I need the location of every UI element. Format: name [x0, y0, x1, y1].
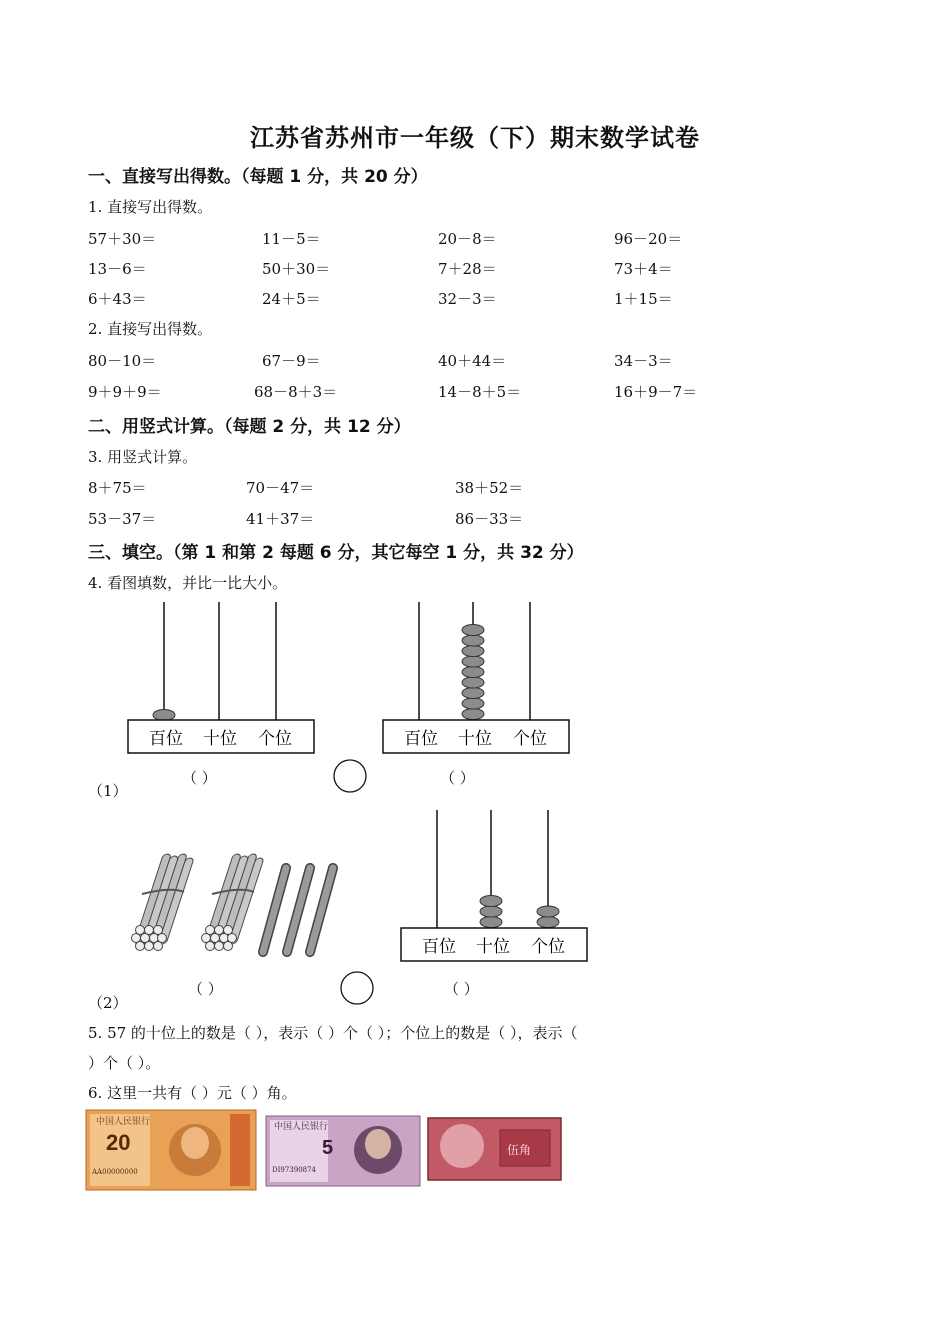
- abacus-label-tens: 十位: [203, 729, 237, 749]
- q1-item: 24＋5＝: [262, 290, 321, 308]
- abacus-label-tens: 十位: [458, 729, 492, 749]
- abacus-label-ones: 个位: [513, 729, 547, 749]
- abacus-label-hundreds: 百位: [404, 729, 438, 749]
- q2-item: 67－9＝: [262, 352, 321, 370]
- q2-item: 80－10＝: [88, 352, 157, 370]
- abacus-bead: [153, 710, 175, 721]
- q2-item: 14－8＋5＝: [438, 383, 522, 401]
- note-serial: AA00000000: [92, 1168, 138, 1176]
- q5-line1: 5. 57 的十位上的数是（ ），表示（ ）个（ ）；个位上的数是（ ），表示（: [88, 1024, 578, 1042]
- banknote-5-jiao: [428, 1118, 561, 1180]
- abacus-label-ones: 个位: [258, 729, 292, 749]
- abacus-bead: [462, 646, 484, 657]
- stick-bundle: [202, 854, 266, 951]
- q3-item: 70－47＝: [246, 479, 315, 497]
- q1-prompt: 1. 直接写出得数。: [88, 198, 213, 216]
- note-value: 20: [106, 1130, 131, 1155]
- note-bank: 中国人民银行: [96, 1117, 151, 1127]
- q3-item: 41＋37＝: [246, 510, 315, 528]
- q1-item: 57＋30＝: [88, 230, 157, 248]
- abacus-bead: [537, 906, 559, 917]
- compare-circle[interactable]: [334, 760, 366, 792]
- part1-label: （1）: [88, 782, 128, 800]
- q3-item: 38＋52＝: [455, 479, 524, 497]
- q1-item: 13－6＝: [88, 260, 147, 278]
- q1-item: 32－3＝: [438, 290, 497, 308]
- abacus-bead: [537, 917, 559, 928]
- answer-blank[interactable]: （ ）: [182, 769, 217, 787]
- abacus-bead: [462, 709, 484, 720]
- section2-heading: 二、用竖式计算。（每题 2 分，共 12 分）: [88, 417, 411, 437]
- abacus-bead: [462, 635, 484, 646]
- abacus-bead: [480, 906, 502, 917]
- abacus-a: [128, 602, 314, 753]
- compare-circle[interactable]: [341, 972, 373, 1004]
- abacus-bead: [462, 667, 484, 678]
- q3-item: 86－33＝: [455, 510, 524, 528]
- abacus-label-hundreds: 百位: [422, 937, 456, 957]
- q4-prompt: 4. 看图填数，并比一比大小。: [88, 574, 288, 592]
- abacus-label-tens: 十位: [476, 937, 510, 957]
- q2-item: 16＋9－7＝: [614, 383, 698, 401]
- q1-item: 73＋4＝: [614, 260, 673, 278]
- answer-blank[interactable]: （ ）: [444, 980, 479, 998]
- q2-item: 34－3＝: [614, 352, 673, 370]
- q2-item: 9＋9＋9＝: [88, 383, 162, 401]
- single-sticks: [263, 868, 333, 952]
- section3-heading: 三、填空。（第 1 和第 2 每题 6 分，其它每空 1 分，共 32 分）: [88, 543, 584, 563]
- q1-item: 96－20＝: [614, 230, 683, 248]
- note-bank: 中国人民银行: [274, 1122, 329, 1132]
- q2-prompt: 2. 直接写出得数。: [88, 320, 213, 338]
- page-title: 江苏省苏州市一年级（下）期末数学试卷: [250, 124, 700, 152]
- note-serial: DI97390874: [272, 1166, 317, 1174]
- abacus-label-hundreds: 百位: [149, 729, 183, 749]
- answer-blank[interactable]: （ ）: [440, 769, 475, 787]
- q1-item: 11－5＝: [262, 230, 321, 248]
- stick-bundle: [132, 854, 196, 951]
- q1-item: 6＋43＝: [88, 290, 147, 308]
- abacus-bead: [480, 896, 502, 907]
- q3-item: 53－37＝: [88, 510, 157, 528]
- q1-item: 1＋15＝: [614, 290, 673, 308]
- q2-item: 68－8＋3＝: [254, 383, 338, 401]
- abacus-bead: [462, 698, 484, 709]
- abacus-c: [401, 810, 587, 961]
- q1-item: 7＋28＝: [438, 260, 497, 278]
- section1-heading: 一、直接写出得数。（每题 1 分，共 20 分）: [88, 167, 428, 187]
- q3-prompt: 3. 用竖式计算。: [88, 448, 198, 466]
- q2-item: 40＋44＝: [438, 352, 507, 370]
- abacus-bead: [462, 656, 484, 667]
- abacus-b: [383, 602, 569, 753]
- q1-item: 20－8＝: [438, 230, 497, 248]
- q3-item: 8＋75＝: [88, 479, 147, 497]
- q1-item: 50＋30＝: [262, 260, 331, 278]
- q5-line2: ）个（ ）。: [88, 1054, 161, 1072]
- abacus-label-ones: 个位: [531, 937, 565, 957]
- note-value: 5: [322, 1137, 334, 1159]
- abacus-bead: [462, 677, 484, 688]
- note-value: 伍角: [507, 1143, 532, 1157]
- answer-blank[interactable]: （ ）: [188, 980, 223, 998]
- q6-prompt: 6. 这里一共有（ ）元（ ）角。: [88, 1084, 297, 1102]
- abacus-bead: [462, 688, 484, 699]
- banknote-5-yuan: [266, 1116, 420, 1186]
- abacus-bead: [462, 625, 484, 636]
- part2-label: （2）: [88, 994, 128, 1012]
- banknote-20-yuan: [86, 1110, 256, 1190]
- abacus-bead: [480, 917, 502, 928]
